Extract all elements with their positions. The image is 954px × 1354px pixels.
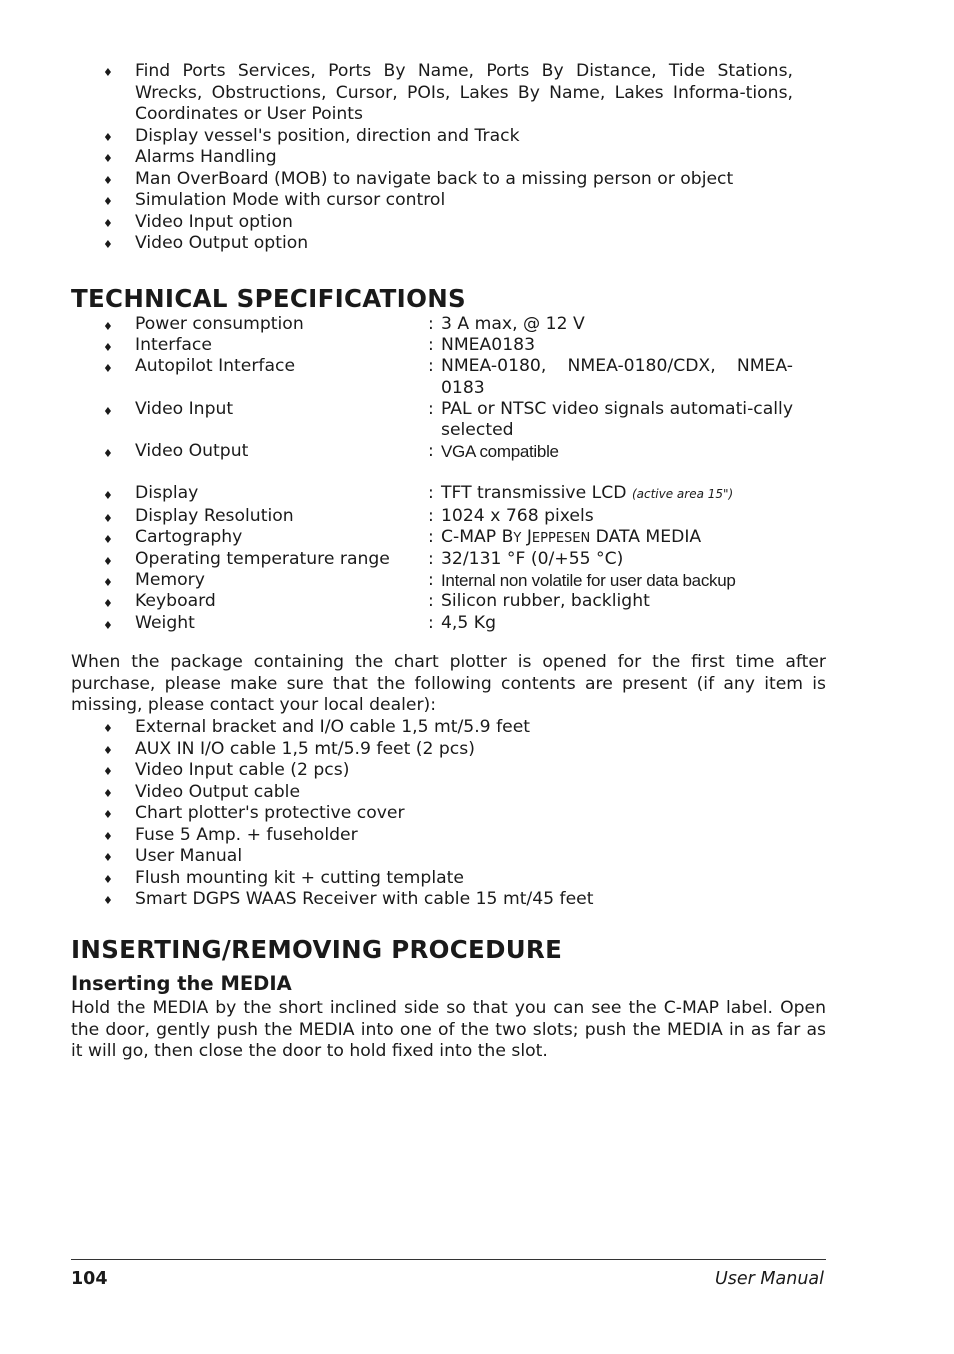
feature-list [71,61,793,255]
bullet-icon: ♦ [103,618,113,632]
bullet-icon: ♦ [103,320,113,333]
spec-table [71,314,831,634]
inserting-text: Hold the MEDIA by the short inclined side so that you can see the C-MAP label. Open the door, gently push the MEDIA into one of the two slots; push the MEDIA in as far as it will go, then close the door to hold fixed into the slot. [71,998,826,1061]
package-intro: When the package containing the chart plotter is opened for the first time after purchase, please make sure that the following contents are present (if any item is missing, please contact your local dealer): [71,652,826,715]
spec-colon: : [428,505,434,526]
spec-colon: : [428,483,434,504]
spec-label: Display Resolution [135,505,294,526]
spec-colon: : [428,441,434,462]
spec-colon: : [428,526,434,547]
spec-value: 3 A max, @ 12 V [441,314,585,334]
list-item: ♦ Alarms Handling [71,147,793,169]
list-item: ♦ Fuse 5 Amp. + fuseholder [71,825,793,847]
spec-label: Video Output [135,441,249,462]
spec-value: C-MAP BY JEPPESEN DATA MEDIA [441,526,702,547]
spec-colon: : [428,591,434,612]
spec-label: Keyboard [135,591,216,612]
list-item: ♦ Man OverBoard (MOB) to navigate back to a missing person or object [71,169,793,191]
bullet-icon: ♦ [103,341,113,355]
spec-row [71,399,831,441]
bullet-icon: ♦ [103,404,113,418]
footer-title: User Manual [714,1269,824,1289]
list-item: ♦ External bracket and I/O cable 1,5 mt/5.9 feet [71,717,793,739]
bullet-icon: ♦ [103,152,113,165]
spec-value: NMEA-0180, NMEA-0180/CDX, NMEA-0183 [441,356,793,398]
spec-row [71,613,831,634]
spec-label: Autopilot Interface [135,356,296,377]
bullet-icon: ♦ [103,576,113,590]
package-list [71,717,793,911]
bullet-icon: ♦ [103,216,113,230]
spec-value: NMEA0183 [441,335,536,356]
spec-colon: : [428,398,434,419]
bullet-icon: ♦ [103,743,113,757]
bullet-icon: ♦ [103,872,113,886]
list-item: ♦ Chart plotter's protective cover [71,803,793,825]
spec-value: 4,5 Kg [441,612,496,633]
spec-colon: : [428,356,434,377]
spec-row [71,506,831,527]
footer-divider [71,1259,826,1260]
spec-label: Power consumption [135,314,304,334]
spec-value: 1024 x 768 pixels [441,505,594,526]
bullet-icon: ♦ [103,808,113,821]
bullet-icon: ♦ [103,786,113,800]
list-item: ♦ User Manual [71,846,793,868]
spec-row [71,570,831,591]
spec-label: Interface [135,335,212,356]
list-item: ♦ Simulation Mode with cursor control [71,190,793,212]
spec-label: Cartography [135,526,243,547]
spec-value: VGA compatible [441,442,559,462]
bullet-icon: ♦ [103,511,113,525]
bullet-icon: ♦ [103,362,113,376]
bullet-icon: ♦ [103,894,113,907]
spec-colon: : [428,570,434,591]
list-item: ♦ Video Input cable (2 pcs) [71,760,793,782]
spec-row [71,549,831,570]
spec-label: Weight [135,612,195,633]
spec-label: Operating temperature range [135,549,390,570]
bullet-icon: ♦ [103,173,113,187]
spec-row [71,527,831,549]
bullet-icon: ♦ [103,555,113,569]
inserting-heading: Inserting the MEDIA [71,972,292,995]
spec-colon: : [428,549,434,570]
spec-value: Internal non volatile for user data backup [441,571,736,591]
bullet-icon: ♦ [103,851,113,864]
spec-value: Silicon rubber, backlight [441,591,650,612]
spec-row [71,356,831,398]
bullet-icon: ♦ [103,489,113,503]
bullet-icon: ♦ [103,238,113,251]
procedure-heading: INSERTING/REMOVING PROCEDURE [71,935,563,964]
spec-note: (active area 15") [631,487,734,502]
bullet-icon: ♦ [103,597,113,611]
spec-colon: : [428,335,434,356]
spec-label: Display [135,483,199,504]
list-item: ♦ Video Output option [71,233,793,255]
bullet-icon: ♦ [103,130,113,144]
spec-value: TFT transmissive LCD (active area 15") [441,483,734,504]
spec-label: Video Input [135,398,234,419]
spec-colon: : [428,612,434,633]
bullet-icon: ♦ [103,195,113,208]
bullet-icon: ♦ [103,532,113,546]
bullet-icon: ♦ [103,765,113,778]
bullet-icon: ♦ [103,66,113,79]
page-number: 104 [71,1269,108,1289]
list-item: ♦ Find Ports Services, Ports By Name, Ports By Distance, Tide Stations, Wrecks, Obstructions, Cursor, POIs, Lakes By Name, Lakes Informa-tions, Coordinates or User Points [103,61,793,124]
tech-spec-heading: TECHNICAL SPECIFICATIONS [71,284,466,313]
list-item: ♦ Video Output cable [71,782,793,804]
spec-value: 32/131 °F (0/+55 °C) [441,549,624,570]
spec-value: PAL or NTSC video signals automati-cally selected [441,398,793,441]
bullet-icon: ♦ [103,829,113,843]
spec-label: Memory [135,570,205,591]
bullet-icon: ♦ [103,447,113,461]
spec-row [71,441,831,462]
list-item: ♦ Smart DGPS WAAS Receiver with cable 15 mt/45 feet [71,889,793,911]
list-item: ♦ Flush mounting kit + cutting template [71,868,793,890]
spec-colon: : [428,314,434,334]
spec-row [71,483,831,505]
spec-row [71,591,831,612]
bullet-icon: ♦ [103,722,113,735]
spec-row [71,314,831,335]
list-item: ♦ Display vessel's position, direction and Track [71,126,793,148]
list-item: ♦ AUX IN I/O cable 1,5 mt/5.9 feet (2 pcs) [71,739,793,761]
spec-row [71,335,831,356]
list-item: ♦ Video Input option [71,212,793,234]
